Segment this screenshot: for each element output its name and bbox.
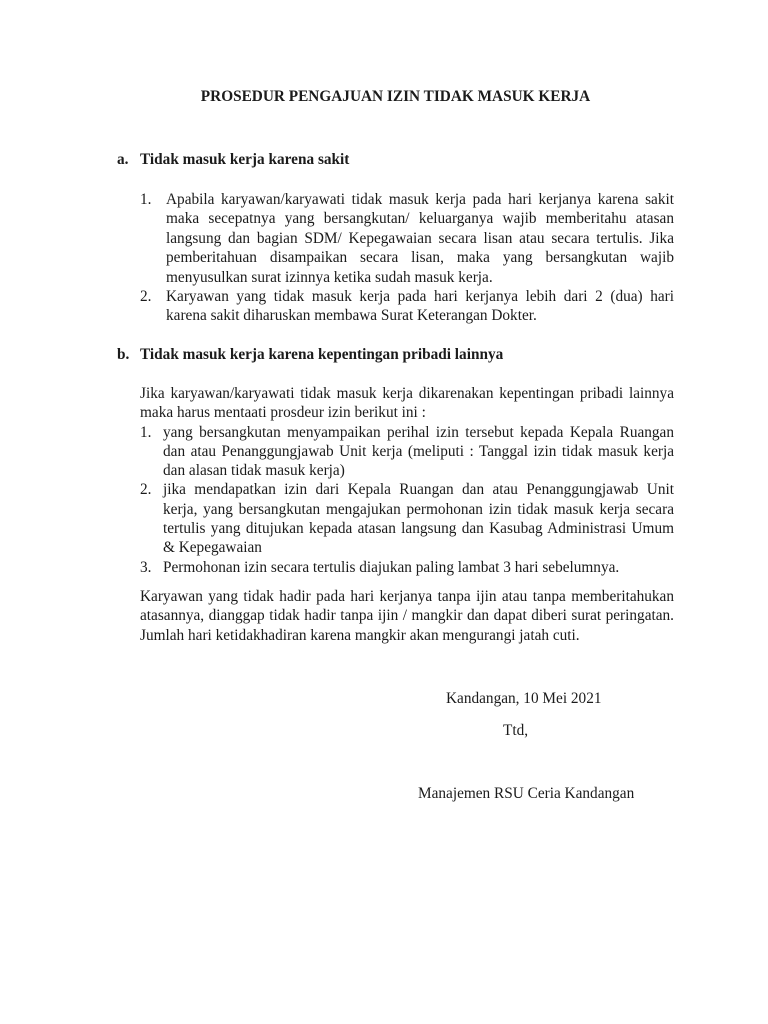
list-line: dan alasan tidak masuk kerja) (163, 462, 345, 480)
list-item-text (166, 190, 674, 287)
section-b-body (140, 384, 674, 577)
section-a-header (117, 150, 674, 169)
list-line: kerja, yang bersangkutan mengajukan permohonan izin tidak masuk kerja secara (163, 500, 674, 518)
paragraph-line: Jumlah hari ketidakhadiran karena mangkir akan mengurangi jatah cuti. (140, 626, 580, 644)
list-item-text (163, 423, 674, 481)
list-item-text (163, 558, 674, 577)
list-line: Permohonan izin secara tertulis diajukan paling lambat 3 hari sebelumnya. (163, 558, 620, 576)
list-line: Karyawan yang tidak masuk kerja pada hari kerjanya lebih dari 2 (dua) hari (166, 288, 674, 306)
paragraph-line: Jika karyawan/karyawati tidak masuk kerja dikarenakan kepentingan pribadi lainnya (140, 385, 674, 402)
list-number: 1. (140, 423, 152, 441)
list-line: menyusulkan surat izinnya ketika sudah masuk kerja. (166, 268, 493, 286)
list-item-text (163, 480, 674, 557)
paragraph-line: atasannya, dianggap tidak hadir tanpa ijin / mangkir dan dapat diberi surat peringatan. (140, 607, 674, 625)
list-line: tertulis yang ditujukan kepada atasan langsung dan Kasubag Administrasi Umum (163, 520, 674, 538)
list-line: karena sakit diharuskan membawa Surat Keterangan Dokter. (166, 307, 537, 325)
section-a-marker: a. (117, 151, 129, 168)
section-a-heading: Tidak masuk kerja karena sakit (140, 151, 350, 168)
section-b-heading: Tidak masuk kerja karena kepentingan pribadi lainnya (140, 346, 504, 363)
list-number: 2. (140, 288, 152, 306)
section-a-list (140, 190, 674, 326)
signature-ttd: Ttd, (503, 722, 529, 739)
list-line: dan atau Penanggungjawab Unit kerja (meliputi : Tanggal izin tidak masuk kerja (163, 442, 674, 460)
closing-paragraph (140, 587, 674, 645)
section-b-header (117, 345, 674, 364)
signature-name: Manajemen RSU Ceria Kandangan (418, 785, 635, 802)
list-item (140, 423, 674, 481)
list-line: yang bersangkutan menyampaikan perihal izin tersebut kepada Kepala Ruangan (163, 423, 674, 441)
list-line: pemberitahuan disampaikan secara lisan, maka yang bersangkutan wajib (166, 249, 674, 267)
signature-place-date: Kandangan, 10 Mei 2021 (446, 690, 602, 707)
list-line: & Kepegawaian (163, 539, 262, 557)
list-item (140, 190, 674, 287)
list-item (140, 558, 674, 577)
document-title: PROSEDUR PENGAJUAN IZIN TIDAK MASUK KERJA (200, 88, 591, 105)
list-item (140, 287, 674, 326)
list-item (140, 480, 674, 557)
list-number: 3. (140, 558, 152, 576)
list-number: 1. (140, 191, 152, 208)
section-b-marker: b. (117, 346, 130, 363)
paragraph-line: Karyawan yang tidak hadir pada hari kerjanya tanpa ijin atau tanpa memberitahukan (140, 588, 674, 605)
paragraph-line: maka harus mentaati prosdeur izin berikut ini : (140, 404, 426, 422)
list-item-text (166, 287, 674, 326)
list-number: 2. (140, 481, 152, 499)
list-line: maka secepatnya yang bersangkutan/ keluarganya wajib memberitahu atasan (166, 210, 674, 228)
list-line: jika mendapatkan izin dari Kepala Ruangan dan atau Penanggungjawab Unit (163, 481, 674, 499)
list-line: Apabila karyawan/karyawati tidak masuk kerja pada hari kerjanya karena sakit (166, 191, 674, 208)
list-line: langsung dan bagian SDM/ Kepegawaian secara lisan atau secara tertulis. Jika (166, 229, 674, 247)
section-b-list (140, 423, 674, 577)
